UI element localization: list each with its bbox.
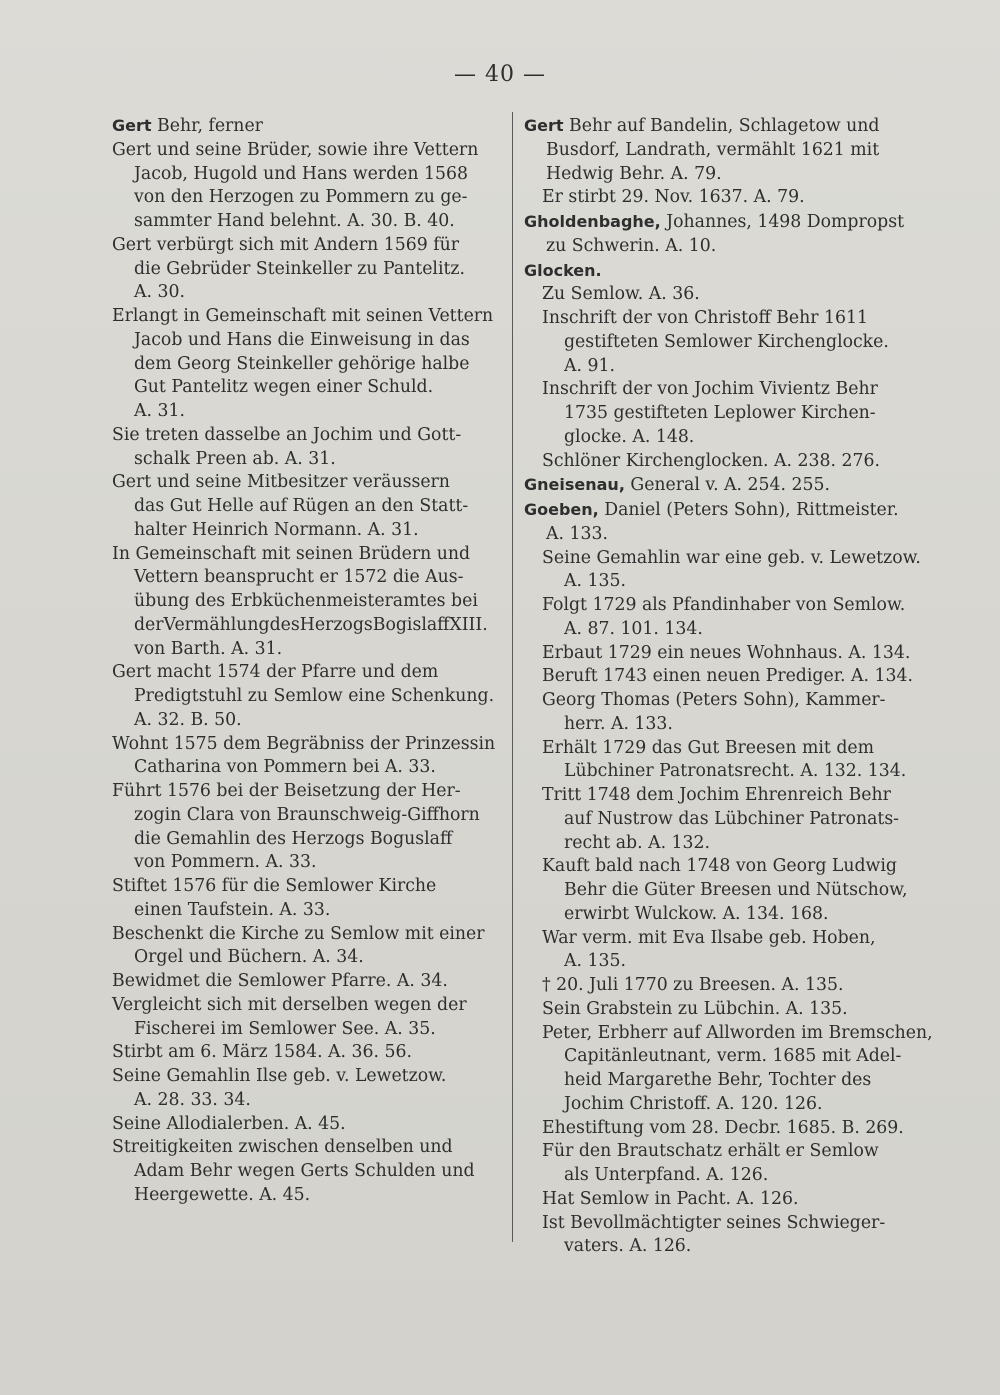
index-entry [112, 1136, 502, 1207]
page-number: — 40 — [454, 62, 546, 87]
index-entry [524, 1212, 944, 1260]
index-entry [112, 923, 502, 971]
entry-text: Behr auf Bandelin, Schlagetow und Busdorf, Landrath, vermählt 1621 mit Hedwig Behr. A. 79. [546, 116, 880, 184]
entry-text: Erhält 1729 das Gut Breesen mit dem Lübchiner Patronatsrecht. A. 132. 134. [542, 737, 907, 782]
entry-text: Bewidmet die Semlower Pfarre. A. 34. [112, 971, 448, 991]
entry-text: Daniel (Peters Sohn), Rittmeister. A. 133. [546, 500, 899, 544]
index-entry [524, 283, 944, 307]
entry-text: Stirbt am 6. März 1584. A. 36. 56. [112, 1042, 412, 1063]
index-entry [112, 994, 502, 1042]
entry-heading: Gneisenau, [524, 475, 625, 495]
index-entry [112, 970, 502, 994]
index-entry [112, 234, 502, 305]
index-entry [112, 875, 502, 923]
entry-heading: Goeben, [524, 500, 599, 519]
index-entry [524, 1022, 944, 1117]
entry-text: Erbaut 1729 ein neues Wohnhaus. A. 134. [542, 642, 911, 663]
entry-text: Gert verbürgt sich mit Andern 1569 für die Gebrüder Steinkeller zu Pantelitz. A. 30. [112, 234, 466, 303]
index-entry [112, 471, 502, 542]
entry-text: Erlangt in Gemeinschaft mit seinen Vettern Jacob und Hans die Einweisung in das dem Georg Steinkeller gehörige halbe Gut Pantelitz wegen einer Schuld. A. 31. [112, 306, 494, 421]
entry-text: Zu Semlow. A. 36. [542, 284, 700, 305]
right-column [524, 114, 944, 1259]
index-entry [524, 737, 944, 785]
index-entry [524, 186, 944, 210]
entry-text: Peter, Erbherr auf Allworden im Bremschen, Capitänleutnant, verm. 1685 mit Adel- heid Margarethe Behr, Tochter des Jochim Christoff. A. 120. 126. [542, 1022, 933, 1114]
index-entry [524, 210, 944, 259]
index-entry [112, 424, 502, 472]
index-entry [524, 259, 944, 284]
entry-text: Für den Brautschatz erhält er Semlow als Unterpfand. A. 126. [542, 1141, 879, 1185]
entry-text: Wohnt 1575 dem Begräbniss der Prinzessin Catharina von Pommern bei A. 33. [112, 733, 496, 778]
entry-text: Tritt 1748 dem Jochim Ehrenreich Behr auf Nustrow das Lübchiner Patronats- recht ab. A. 132. [542, 785, 900, 853]
entry-heading: Glocken. [524, 260, 602, 280]
index-entry [524, 927, 944, 975]
index-entry [112, 1041, 502, 1065]
entry-text: Folgt 1729 als Pfandinhaber von Semlow. A. 87. 101. 134. [542, 595, 906, 639]
index-entry [524, 547, 944, 595]
entry-text: War verm. mit Eva Ilsabe geb. Hoben, A. 135. [542, 927, 876, 972]
index-entry [112, 1113, 502, 1137]
entry-text: † 20. Juli 1770 zu Breesen. A. 135. [542, 975, 844, 995]
index-entry [112, 543, 502, 662]
entry-text: Schlöner Kirchenglocken. A. 238. 276. [542, 450, 880, 471]
index-entry [524, 1117, 944, 1141]
entry-text: Inschrift der von Jochim Vivientz Behr 1735 gestifteten Leplower Kirchen- glocke. A. 148. [542, 379, 878, 447]
entry-text: Seine Gemahlin Ilse geb. v. Lewetzow. A. 28. 33. 34. [112, 1066, 447, 1110]
entry-text: Vergleicht sich mit derselben wegen der Fischerei im Semlower See. A. 35. [112, 994, 467, 1039]
entry-text: Führt 1576 bei der Beisetzung der Her- zogin Clara von Braunschweig-Giffhorn die Gemahlin des Herzogs Boguslaff von Pommern. A. 33. [112, 781, 480, 873]
index-entry [524, 642, 944, 666]
entry-text: Er stirbt 29. Nov. 1637. A. 79. [542, 187, 805, 208]
index-entry [112, 661, 502, 732]
entry-text: Gert und seine Mitbesitzer veräussern das Gut Helle auf Rügen an den Statt- halter Heinrich Normann. A. 31. [112, 472, 469, 540]
entry-text: Inschrift der von Christoff Behr 1611 gestifteten Semlower Kirchenglocke. A. 91. [542, 308, 889, 376]
index-entry [524, 378, 944, 449]
index-entry [524, 974, 944, 998]
entry-text: Streitigkeiten zwischen denselben und Adam Behr wegen Gerts Schulden und Heergewette. A. 45. [112, 1137, 475, 1205]
index-entry [112, 139, 502, 234]
entry-text: Hat Semlow in Pacht. A. 126. [542, 1188, 799, 1209]
entry-text: Ehestiftung vom 28. Decbr. 1685. B. 269. [542, 1117, 904, 1138]
entry-heading: Gholdenbaghe, [524, 212, 661, 231]
index-entry [524, 114, 944, 186]
entry-heading: Gert [112, 116, 152, 135]
entry-text: Gert macht 1574 der Pfarre und dem Predigtstuhl zu Semlow eine Schenkung. A. 32. B. 50. [112, 662, 495, 730]
entry-text: Beschenkt die Kirche zu Semlow mit einer Orgel und Büchern. A. 34. [112, 923, 485, 968]
index-entry [524, 594, 944, 642]
entry-text: General v. A. 254. 255. [624, 475, 830, 496]
index-entry [524, 855, 944, 926]
index-entry [524, 665, 944, 689]
index-entry [112, 114, 502, 139]
entry-heading: Gert [524, 116, 564, 135]
index-entry [112, 305, 502, 424]
entry-text: Seine Gemahlin war eine geb. v. Lewetzow. A. 135. [542, 547, 921, 592]
index-entry [112, 733, 502, 781]
index-entry [524, 1140, 944, 1188]
entry-text: Ist Bevollmächtigter seines Schwieger- vaters. A. 126. [542, 1212, 886, 1257]
index-entry [524, 1188, 944, 1212]
index-entry [112, 780, 502, 875]
entry-text: Georg Thomas (Peters Sohn), Kammer- herr. A. 133. [542, 690, 886, 734]
index-entry [524, 998, 944, 1022]
entry-text: Beruft 1743 einen neuen Prediger. A. 134. [542, 666, 913, 687]
entry-text: Behr, ferner [151, 116, 263, 136]
index-entry [524, 473, 944, 498]
entry-text: Stiftet 1576 für die Semlower Kirche einen Taufstein. A. 33. [112, 876, 437, 920]
entry-text: Sein Grabstein zu Lübchin. A. 135. [542, 998, 848, 1019]
index-entry [524, 307, 944, 378]
entry-text: Gert und seine Brüder, sowie ihre Vettern Jacob, Hugold und Hans werden 1568 von den Herzogen zu Pommern zu ge- sammter Hand belehnt. A. 30. B. 40. [112, 139, 479, 231]
entry-text: Seine Allodialerben. A. 45. [112, 1113, 346, 1134]
entry-text: Kauft bald nach 1748 von Georg Ludwig Behr die Güter Breesen und Nütschow, erwirbt Wulckow. A. 134. 168. [542, 856, 908, 924]
index-entry [112, 1065, 502, 1113]
entry-text: Johannes, 1498 Dompropst zu Schwerin. A. 10. [546, 212, 905, 256]
index-entry [524, 784, 944, 855]
entry-text: In Gemeinschaft mit seinen Brüdern und Vettern beansprucht er 1572 die Aus- übung des Erbküchenmeisteramtes bei derVermählungdesHerzogsBogislaffXIII. von Barth. A. 31. [112, 543, 488, 659]
left-column [112, 114, 502, 1208]
index-entry [524, 498, 944, 547]
entry-text: Sie treten dasselbe an Jochim und Gott- schalk Preen ab. A. 31. [112, 424, 462, 469]
column-divider [512, 112, 513, 1242]
index-entry [524, 450, 944, 474]
index-entry [524, 689, 944, 737]
